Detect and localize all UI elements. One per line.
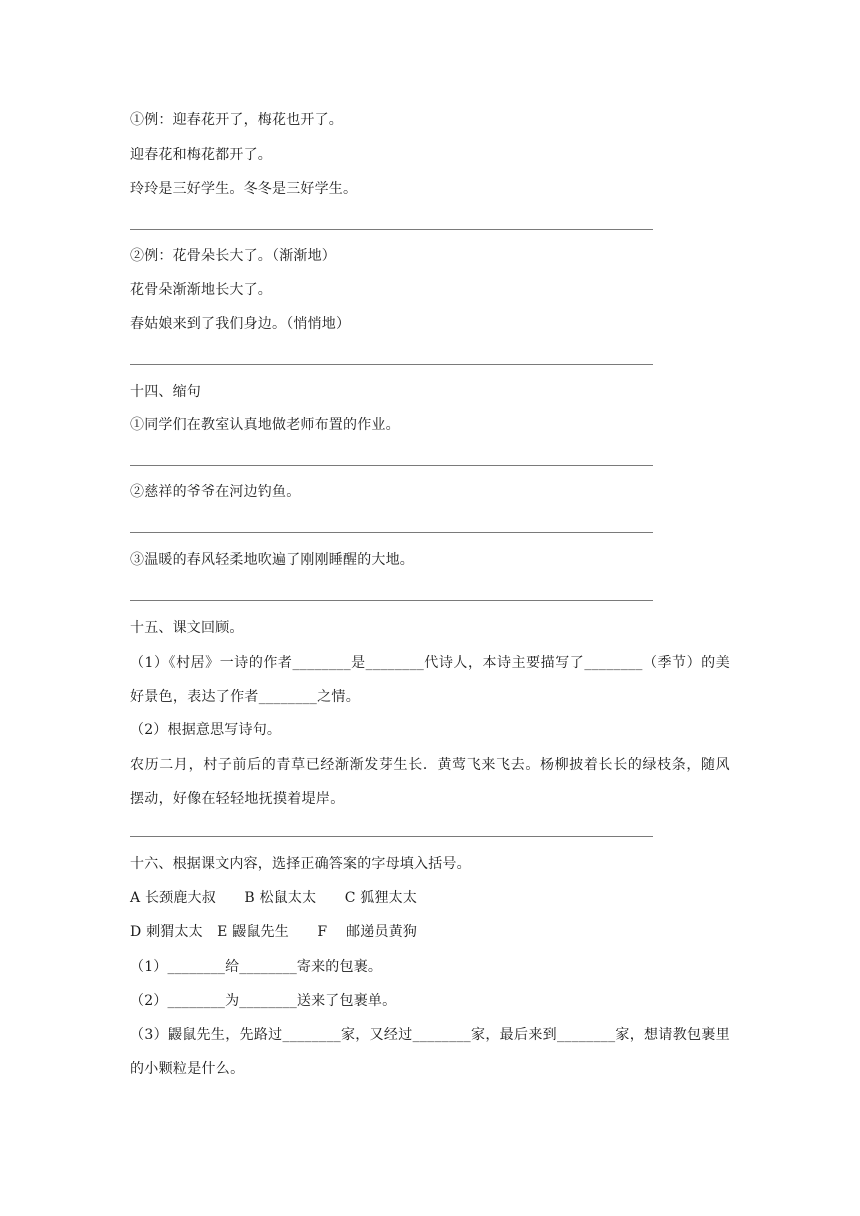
section15-heading: 十五、课文回顾。 [130,620,244,636]
section16-question-1: （1）________给________寄来的包裹。 [130,959,383,975]
section16-heading: 十六、根据课文内容，选择正确答案的字母填入括号。 [130,856,471,872]
answer-line[interactable] [130,364,653,365]
answer-line[interactable] [130,532,653,533]
example1-question: 玲玲是三好学生。冬冬是三好学生。 [130,181,358,197]
answer-line[interactable] [130,229,653,230]
answer-line[interactable] [130,836,653,837]
section15-question-2-heading: （2）根据意思写诗句。 [130,722,282,738]
example1-prompt: ①例：迎春花开了，梅花也开了。 [130,112,343,128]
section14-question-1: ①同学们在教室认真地做老师布置的作业。 [130,417,400,433]
section14-question-2: ②慈祥的爷爷在河边钓鱼。 [130,484,301,500]
section16-options-row-2: D 刺猬太太 E 鼹鼠先生 F 邮递员黄狗 [130,924,418,940]
section16-options-row-1: A 长颈鹿大叔 B 松鼠太太 C 狐狸太太 [130,890,418,906]
section16-question-2: （2）________为________送来了包裹单。 [130,993,397,1009]
answer-line[interactable] [130,600,653,601]
example2-prompt: ②例：花骨朵长大了。（渐渐地） [130,248,336,264]
section15-question-1: （1）《村居》一诗的作者________是________代诗人，本诗主要描写了________（季节）的美好景色，表达了作者________之情。 [130,655,730,705]
example2-question: 春姑娘来到了我们身边。（悄悄地） [130,316,351,332]
answer-line[interactable] [130,465,653,466]
section14-question-3: ③温暖的春风轻柔地吹遍了刚刚睡醒的大地。 [130,552,414,568]
section15-question-2-text: 农历二月，村子前后的青草已经渐渐发芽生长．黄莺飞来飞去。杨柳披着长长的绿枝条，随风摆动，好像在轻轻地抚摸着堤岸。 [130,757,730,807]
section14-heading: 十四、缩句 [130,384,201,400]
section16-question-3: （3）鼹鼠先生，先路过________家，又经过________家，最后来到________家，想请教包裹里的小颗粒是什么。 [130,1027,730,1077]
example1-answer: 迎春花和梅花都开了。 [130,147,272,163]
example2-answer: 花骨朵渐渐地长大了。 [130,282,272,298]
